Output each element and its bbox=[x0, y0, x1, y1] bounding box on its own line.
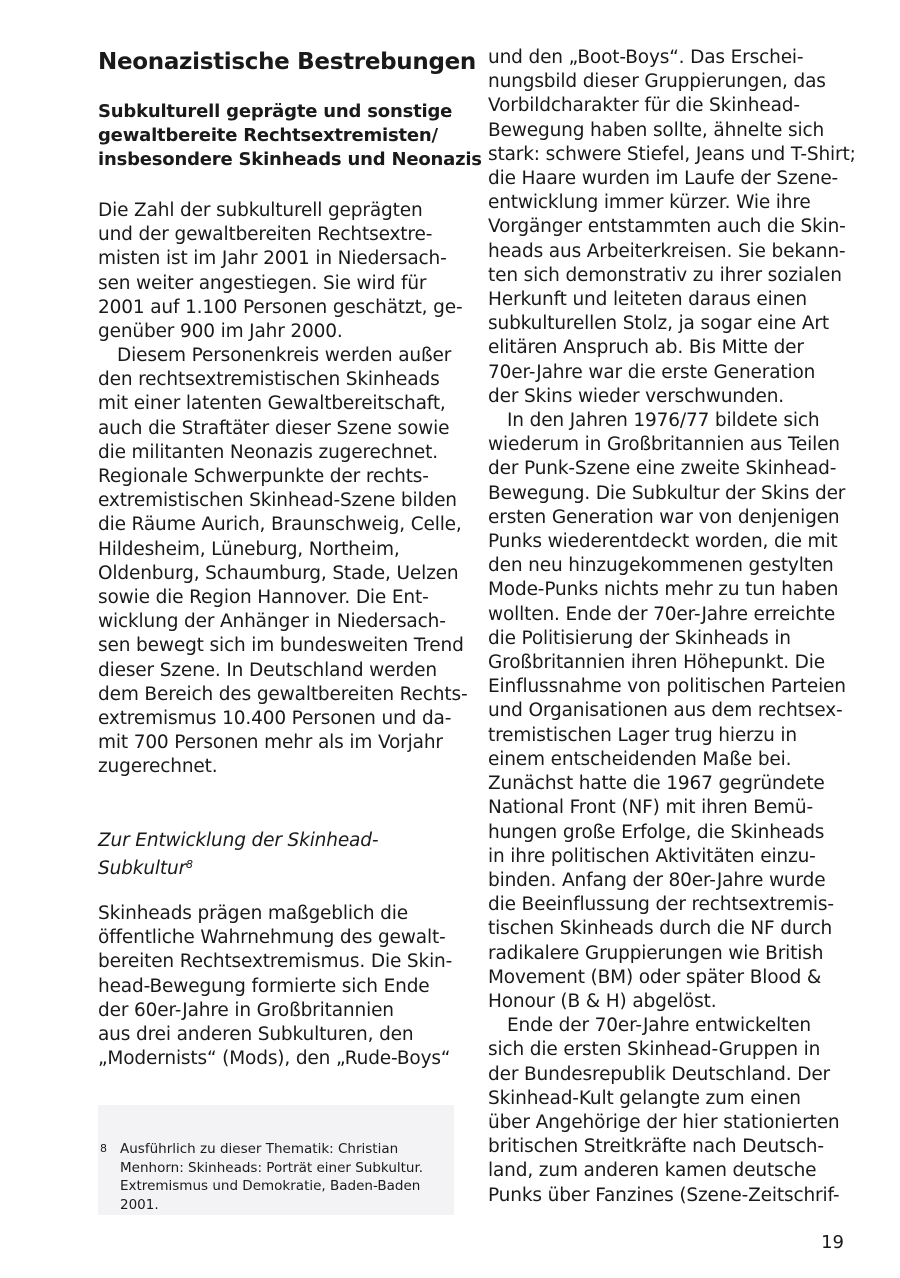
heading-text: Subkultur bbox=[98, 858, 187, 880]
text-line: Bewegung. Die Subkultur der Skins der bbox=[488, 482, 846, 504]
text-line: und den „Boot-Boys“. Das Erschei- bbox=[488, 47, 804, 68]
text-line: heads aus Arbeiterkreisen. Sie bekann- bbox=[488, 240, 846, 262]
text-line: in ihre politischen Aktivitäten einzu- bbox=[488, 845, 816, 867]
text-line: Zunächst hatte die 1967 gegründete bbox=[488, 773, 825, 795]
text-line: öffentliche Wahrnehmung des gewalt- bbox=[98, 927, 446, 949]
text-line: bereiten Rechtsextremismus. Die Skin- bbox=[98, 951, 453, 973]
text-line: Skinhead-Kult gelangte zum einen bbox=[488, 1087, 801, 1109]
text-line: tischen Skinheads durch die NF durch bbox=[488, 918, 833, 940]
text-line: Oldenburg, Schaumburg, Stade, Uelzen bbox=[98, 562, 459, 584]
text-line: Großbritannien ihren Höhepunkt. Die bbox=[488, 652, 825, 674]
text-line: hungen große Erfolge, die Skinheads bbox=[488, 821, 825, 843]
text-line bbox=[98, 853, 458, 881]
text-line: der Skins wieder verschwunden. bbox=[488, 385, 784, 407]
text-line: mit 700 Personen mehr als im Vorjahr bbox=[98, 732, 443, 754]
right-column bbox=[488, 46, 856, 1208]
text-line: stark: schwere Stiefel, Jeans und T-Shirt; bbox=[488, 143, 856, 165]
text-line: 2001 auf 1.100 Personen geschätzt, ge- bbox=[98, 296, 463, 318]
text-line: head-Bewegung formierte sich Ende bbox=[98, 975, 430, 997]
text-line: extremismus 10.400 Personen und da- bbox=[98, 708, 452, 730]
text-line: Regionale Schwerpunkte der rechts- bbox=[98, 466, 429, 488]
text-line: mit einer latenten Gewaltbereitschaft, bbox=[98, 393, 446, 415]
subheading-line: gewaltbereite Rechtsextremisten/ bbox=[98, 125, 438, 146]
footnote-line: Menhorn: Skinheads: Porträt einer Subkultur. bbox=[120, 1159, 424, 1176]
text-line: tremistischen Lager trug hierzu in bbox=[488, 724, 797, 746]
text-line: dieser Szene. In Deutschland werden bbox=[98, 659, 437, 681]
text-line: sich die ersten Skinhead-Gruppen in bbox=[488, 1039, 821, 1061]
text-line: Zur Entwicklung der Skinhead- bbox=[98, 830, 379, 851]
footnote-line: 2001. bbox=[120, 1196, 159, 1213]
text-line: und der gewaltbereiten Rechtsextre- bbox=[98, 224, 433, 246]
text-line: Skinheads prägen maßgeblich die bbox=[98, 903, 408, 924]
subheading-line: insbesondere Skinheads und Neonazis bbox=[98, 149, 482, 170]
text-line: der Punk-Szene eine zweite Skinhead- bbox=[488, 458, 837, 480]
footnote-text bbox=[120, 1140, 450, 1214]
text-line: der Bundesrepublik Deutschland. Der bbox=[488, 1063, 831, 1085]
text-line: Herkunft und leiteten daraus einen bbox=[488, 289, 807, 311]
left-paragraph-2 bbox=[98, 344, 468, 780]
subheading-line: Subkulturell geprägte und sonstige bbox=[98, 101, 453, 122]
text-line: Ende der 70er-Jahre entwickelten bbox=[507, 1015, 812, 1037]
text-line: Bewegung haben sollte, ähnelte sich bbox=[488, 119, 825, 141]
left-paragraph-3 bbox=[98, 902, 458, 1071]
text-line: Die Zahl der subkulturell geprägten bbox=[98, 200, 423, 221]
text-line: entwicklung immer kürzer. Wie ihre bbox=[488, 192, 811, 214]
left-paragraph-1 bbox=[98, 199, 463, 344]
footnote-line: Ausführlich zu dieser Thematik: Christian bbox=[120, 1141, 399, 1157]
text-line: land, zum anderen kamen deutsche bbox=[488, 1160, 817, 1182]
text-line: die militanten Neonazis zugerechnet. bbox=[98, 441, 438, 463]
text-line: sen bewegt sich im bundesweiten Trend bbox=[98, 635, 464, 657]
text-line: In den Jahren 1976/77 bildete sich bbox=[507, 410, 820, 432]
subheading bbox=[98, 100, 482, 172]
text-line: einem entscheidenden Maße bei. bbox=[488, 748, 792, 770]
text-line: die Räume Aurich, Braunschweig, Celle, bbox=[98, 514, 462, 536]
text-line: ersten Generation war von denjenigen bbox=[488, 506, 840, 528]
text-line: auch die Straftäter dieser Szene sowie bbox=[98, 417, 450, 439]
text-line: misten ist im Jahr 2001 in Niedersach- bbox=[98, 248, 447, 270]
text-line: und Organisationen aus dem rechtsex- bbox=[488, 700, 843, 722]
text-line: Einflussnahme von politischen Parteien bbox=[488, 676, 846, 698]
text-line: Punks wiederentdeckt worden, die mit bbox=[488, 531, 838, 553]
right-paragraph-2 bbox=[488, 409, 850, 1014]
footnote-line: Extremismus und Demokratie, Baden-Baden bbox=[120, 1178, 421, 1194]
text-line: sen weiter angestiegen. Sie wird für bbox=[98, 272, 427, 294]
text-line: die Beeinflussung der rechtsextremis- bbox=[488, 894, 834, 916]
text-line: Mode-Punks nichts mehr zu tun haben bbox=[488, 579, 839, 601]
text-line: Movement (BM) oder später Blood & bbox=[488, 966, 822, 988]
text-line: elitären Anspruch ab. Bis Mitte der bbox=[488, 337, 804, 359]
text-line: Honour (B & H) abgelöst. bbox=[488, 990, 717, 1012]
right-paragraph-3 bbox=[488, 1014, 850, 1208]
text-line: die Haare wurden im Laufe der Szene- bbox=[488, 168, 839, 190]
text-line: wollten. Ende der 70er-Jahre erreichte bbox=[488, 603, 836, 625]
section-heading: Neonazistische Bestrebungen bbox=[98, 49, 476, 75]
footnote-number: 8 bbox=[100, 1142, 107, 1155]
text-line: extremistischen Skinhead-Szene bilden bbox=[98, 490, 457, 512]
text-line: über Angehörige der hier stationierten bbox=[488, 1111, 840, 1133]
text-line: genüber 900 im Jahr 2000. bbox=[98, 321, 343, 343]
right-paragraph-1 bbox=[488, 46, 856, 409]
text-line: die Politisierung der Skinheads in bbox=[488, 627, 791, 649]
text-line: ten sich demonstrativ zu ihrer sozialen bbox=[488, 264, 842, 286]
text-line: aus drei anderen Subkulturen, den bbox=[98, 1024, 414, 1046]
text-line: nungsbild dieser Gruppierungen, das bbox=[488, 71, 826, 93]
text-line: subkulturellen Stolz, ja sogar eine Art bbox=[488, 313, 829, 335]
text-line: 70er-Jahre war die erste Generation bbox=[488, 361, 816, 383]
text-line: Diesem Personenkreis werden außer bbox=[117, 345, 452, 366]
text-line: binden. Anfang der 80er-Jahre wurde bbox=[488, 869, 826, 891]
text-line: „Modernists“ (Mods), den „Rude-Boys“ bbox=[98, 1048, 451, 1070]
text-line: Hildesheim, Lüneburg, Northeim, bbox=[98, 538, 400, 560]
text-line: sowie die Region Hannover. Die Ent- bbox=[98, 587, 429, 609]
page-number: 19 bbox=[821, 1232, 844, 1253]
text-line: den neu hinzugekommenen gestylten bbox=[488, 555, 834, 577]
text-line: Vorbildcharakter für die Skinhead- bbox=[488, 95, 800, 117]
text-line: zugerechnet. bbox=[98, 756, 218, 778]
text-line: der 60er-Jahre in Großbritannien bbox=[98, 999, 394, 1021]
text-line: wicklung der Anhänger in Niedersach- bbox=[98, 611, 446, 633]
text-line: dem Bereich des gewaltbereiten Rechts- bbox=[98, 683, 468, 705]
text-line: National Front (NF) mit ihren Bemü- bbox=[488, 797, 814, 819]
italic-subsection-heading bbox=[98, 829, 458, 881]
text-line: radikalere Gruppierungen wie British bbox=[488, 942, 824, 964]
footnote-reference[interactable]: 8 bbox=[186, 858, 193, 872]
text-line: Punks über Fanzines (Szene-Zeitschrif- bbox=[488, 1184, 840, 1206]
text-line: britischen Streitkräfte nach Deutsch- bbox=[488, 1136, 824, 1158]
text-line: Vorgänger entstammten auch die Skin- bbox=[488, 216, 846, 238]
text-line: wiederum in Großbritannien aus Teilen bbox=[488, 434, 840, 456]
text-line: den rechtsextremistischen Skinheads bbox=[98, 369, 440, 391]
